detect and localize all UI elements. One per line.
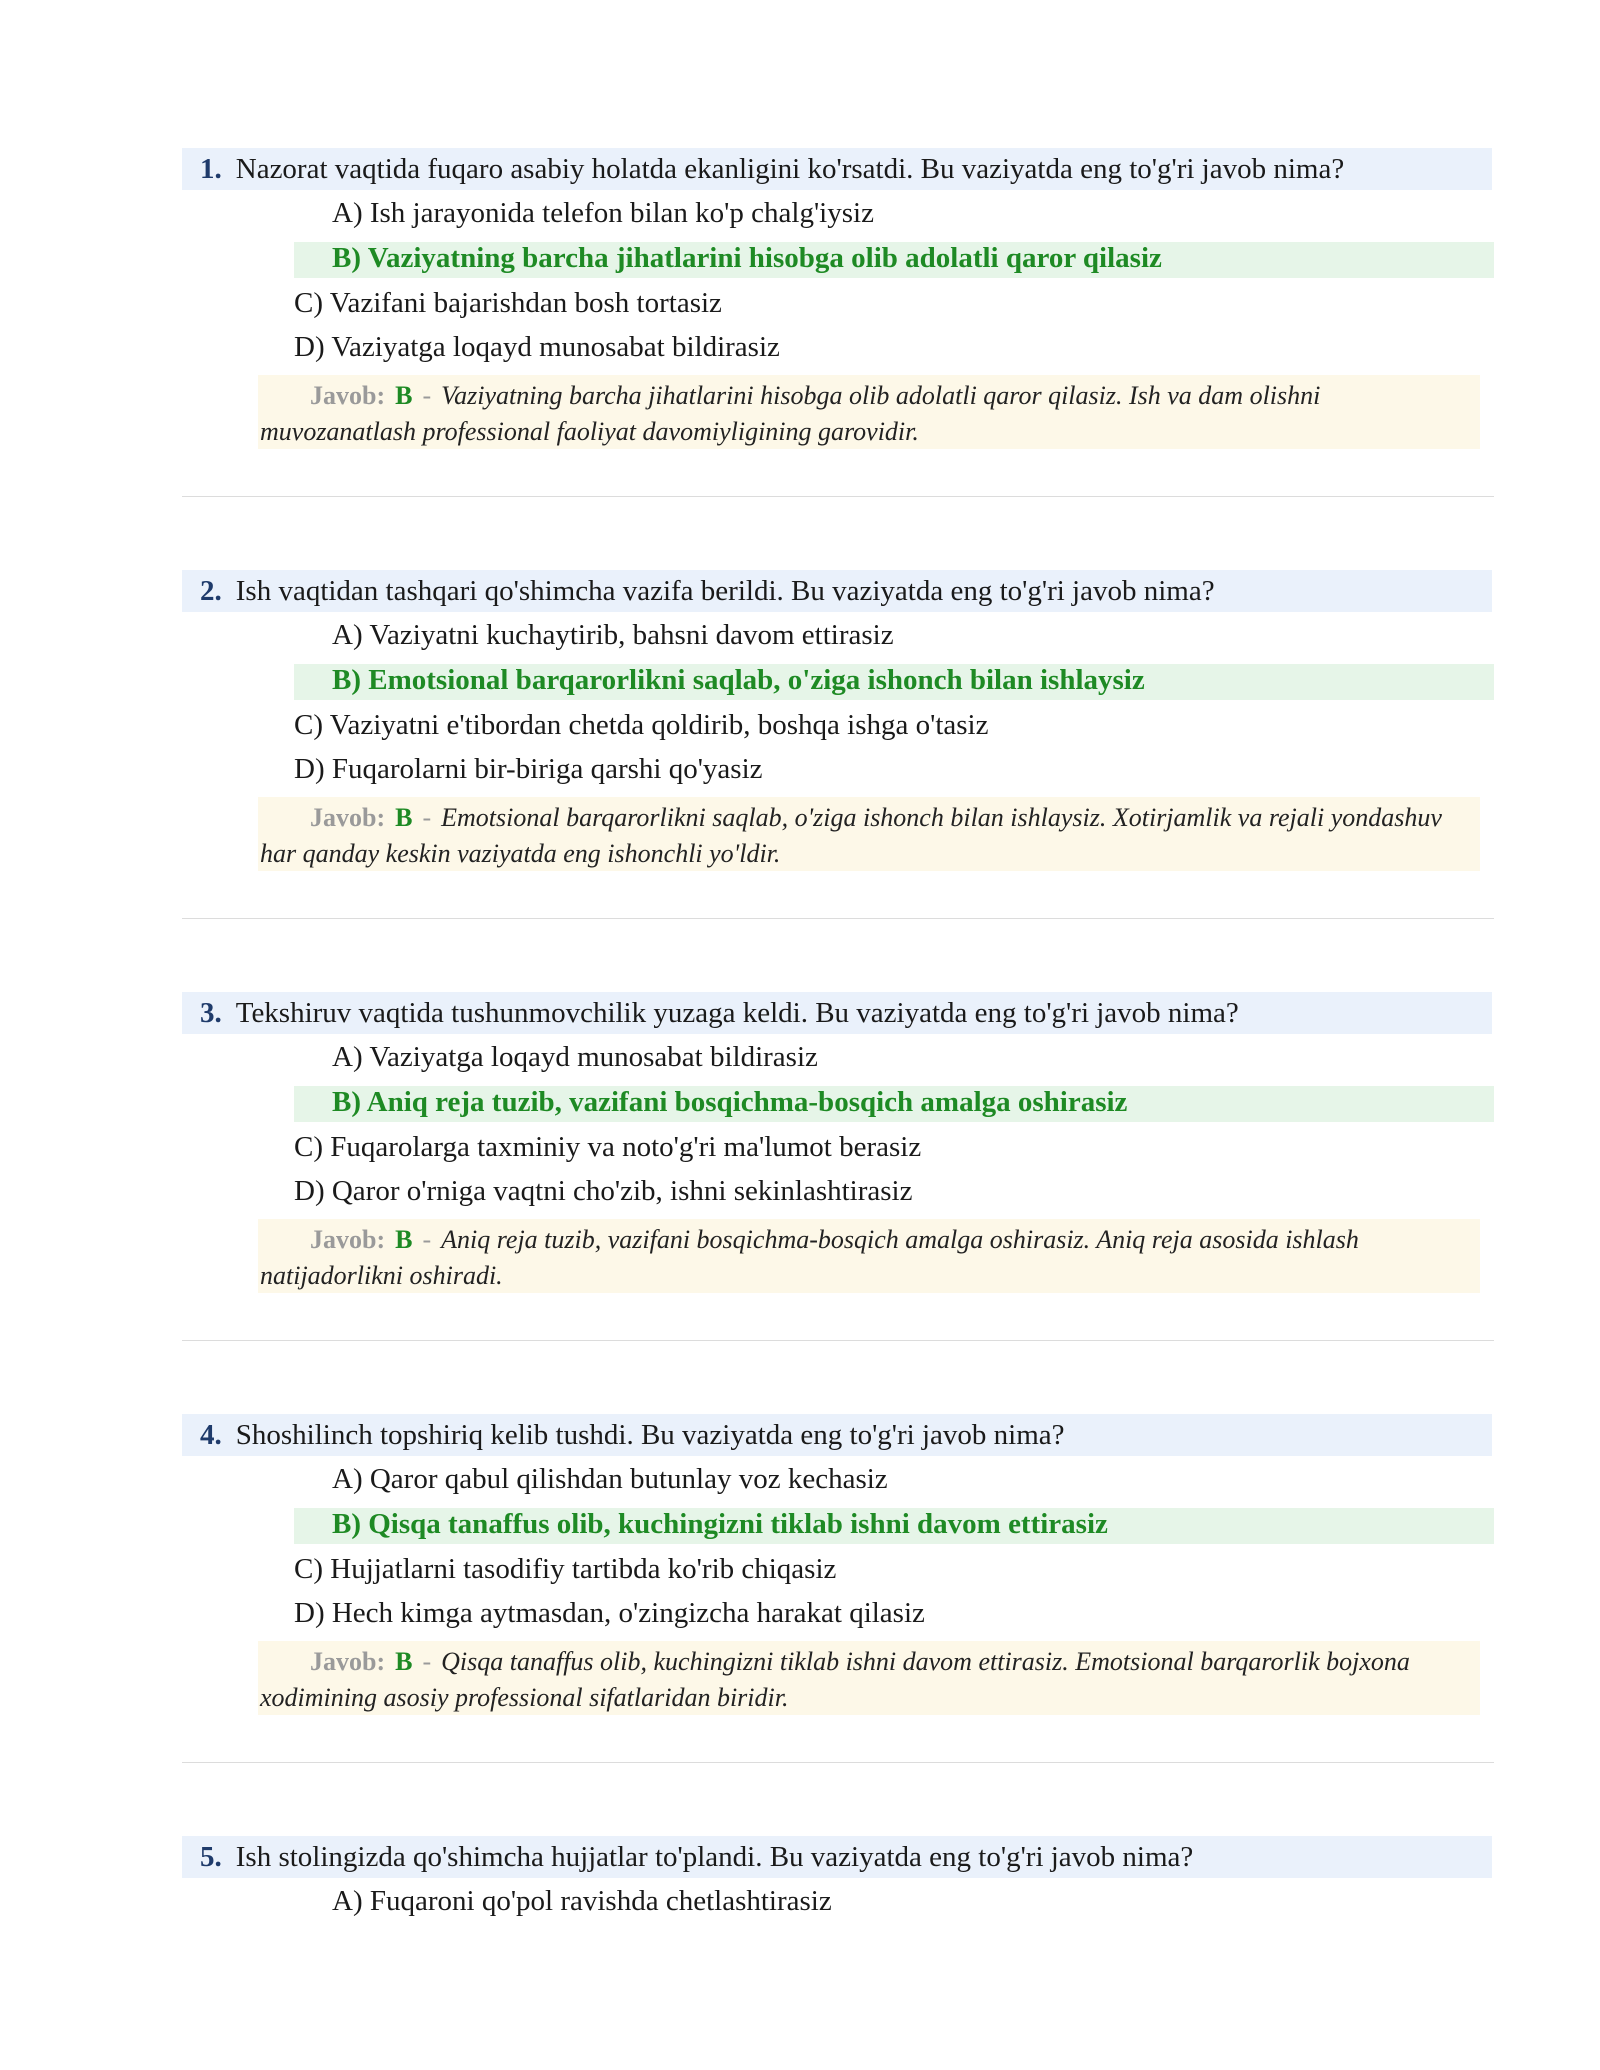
option-b-correct: B) Emotsional barqarorlikni saqlab, o'ziga ishonch bilan ishlaysiz — [332, 664, 1145, 696]
option-d: D) Qaror o'rniga vaqtni cho'zib, ishni sekinlashtirasiz — [294, 1175, 913, 1207]
question-number: 3. — [200, 997, 222, 1029]
question-2-line — [200, 574, 1215, 608]
answer-dash: - — [422, 1647, 432, 1676]
question-number: 1. — [200, 153, 222, 185]
option-c: C) Vazifani bajarishdan bosh tortasiz — [294, 287, 722, 319]
answer-dash: - — [422, 803, 432, 832]
option-b-correct: B) Qisqa tanaffus olib, kuchingizni tiklab ishni davom ettirasiz — [332, 1508, 1108, 1540]
answer-explanation — [258, 378, 1470, 450]
question-divider — [182, 1340, 1494, 1341]
question-divider — [182, 496, 1494, 497]
option-a: A) Qaror qabul qilishdan butunlay voz kechasiz — [332, 1463, 888, 1495]
question-text: Shoshilinch topshiriq kelib tushdi. Bu vaziyatda eng to'g'ri javob nima? — [235, 1419, 1065, 1451]
option-a: A) Vaziyatni kuchaytirib, bahsni davom ettirasiz — [332, 619, 894, 651]
question-text: Ish vaqtidan tashqari qo'shimcha vazifa berildi. Bu vaziyatda eng to'g'ri javob nima? — [235, 575, 1215, 607]
option-c: C) Vaziyatni e'tibordan chetda qoldirib, boshqa ishga o'tasiz — [294, 709, 989, 741]
option-a: A) Ish jarayonida telefon bilan ko'p chalg'iysiz — [332, 197, 874, 229]
answer-text: Aniq reja tuzib, vazifani bosqichma-bosqich amalga oshirasiz. Aniq reja asosida ishlash natijadorlikni oshiradi. — [260, 1225, 1359, 1290]
question-1-line — [200, 152, 1344, 186]
answer-explanation — [258, 1222, 1470, 1294]
option-d: D) Fuqarolarni bir-biriga qarshi qo'yasiz — [294, 753, 763, 785]
answer-label: Javob: — [310, 803, 386, 832]
question-4-line — [200, 1418, 1065, 1452]
question-divider — [182, 918, 1494, 919]
option-b-correct: B) Vaziyatning barcha jihatlarini hisobga olib adolatli qaror qilasiz — [332, 242, 1162, 274]
question-number: 2. — [200, 575, 222, 607]
answer-text: Emotsional barqarorlikni saqlab, o'ziga ishonch bilan ishlaysiz. Xotirjamlik va rejali yondashuv har qanday keskin vaziyatda eng ishonchli yo'ldir. — [260, 803, 1442, 868]
question-divider — [182, 1762, 1494, 1763]
answer-letter: B — [395, 803, 413, 832]
option-b-correct: B) Aniq reja tuzib, vazifani bosqichma-bosqich amalga oshirasiz — [332, 1086, 1128, 1118]
answer-text: Vaziyatning barcha jihatlarini hisobga olib adolatli qaror qilasiz. Ish va dam olishni muvozanatlash professional faoliyat davomiyligining garovidir. — [260, 381, 1321, 446]
answer-explanation — [258, 800, 1470, 872]
question-text: Ish stolingizda qo'shimcha hujjatlar to'plandi. Bu vaziyatda eng to'g'ri javob nima? — [235, 1841, 1194, 1873]
answer-box — [258, 1641, 1480, 1715]
question-number: 4. — [200, 1419, 222, 1451]
answer-letter: B — [395, 381, 413, 410]
option-a: A) Fuqaroni qo'pol ravishda chetlashtirasiz — [332, 1885, 832, 1917]
answer-dash: - — [422, 1225, 432, 1254]
answer-box — [258, 1219, 1480, 1293]
option-d: D) Vaziyatga loqayd munosabat bildirasiz — [294, 331, 780, 363]
question-5-line — [200, 1840, 1193, 1874]
answer-label: Javob: — [310, 1647, 386, 1676]
option-a: A) Vaziyatga loqayd munosabat bildirasiz — [332, 1041, 818, 1073]
answer-box — [258, 797, 1480, 871]
option-c: C) Hujjatlarni tasodifiy tartibda ko'rib chiqasiz — [294, 1553, 837, 1585]
answer-dash: - — [422, 381, 432, 410]
option-c: C) Fuqarolarga taxminiy va noto'g'ri ma'lumot berasiz — [294, 1131, 922, 1163]
answer-letter: B — [395, 1647, 413, 1676]
answer-letter: B — [395, 1225, 413, 1254]
answer-box — [258, 375, 1480, 449]
option-d: D) Hech kimga aytmasdan, o'zingizcha harakat qilasiz — [294, 1597, 925, 1629]
answer-label: Javob: — [310, 1225, 386, 1254]
question-text: Nazorat vaqtida fuqaro asabiy holatda ekanligini ko'rsatdi. Bu vaziyatda eng to'g'ri javob nima? — [235, 153, 1345, 185]
question-text: Tekshiruv vaqtida tushunmovchilik yuzaga keldi. Bu vaziyatda eng to'g'ri javob nima? — [235, 997, 1239, 1029]
answer-text: Qisqa tanaffus olib, kuchingizni tiklab ishni davom ettirasiz. Emotsional barqarorlik bojxona xodimining asosiy professional sifatlaridan biridir. — [260, 1647, 1410, 1712]
question-3-line — [200, 996, 1239, 1030]
answer-explanation — [258, 1644, 1470, 1716]
answer-label: Javob: — [310, 381, 386, 410]
question-number: 5. — [200, 1841, 222, 1873]
